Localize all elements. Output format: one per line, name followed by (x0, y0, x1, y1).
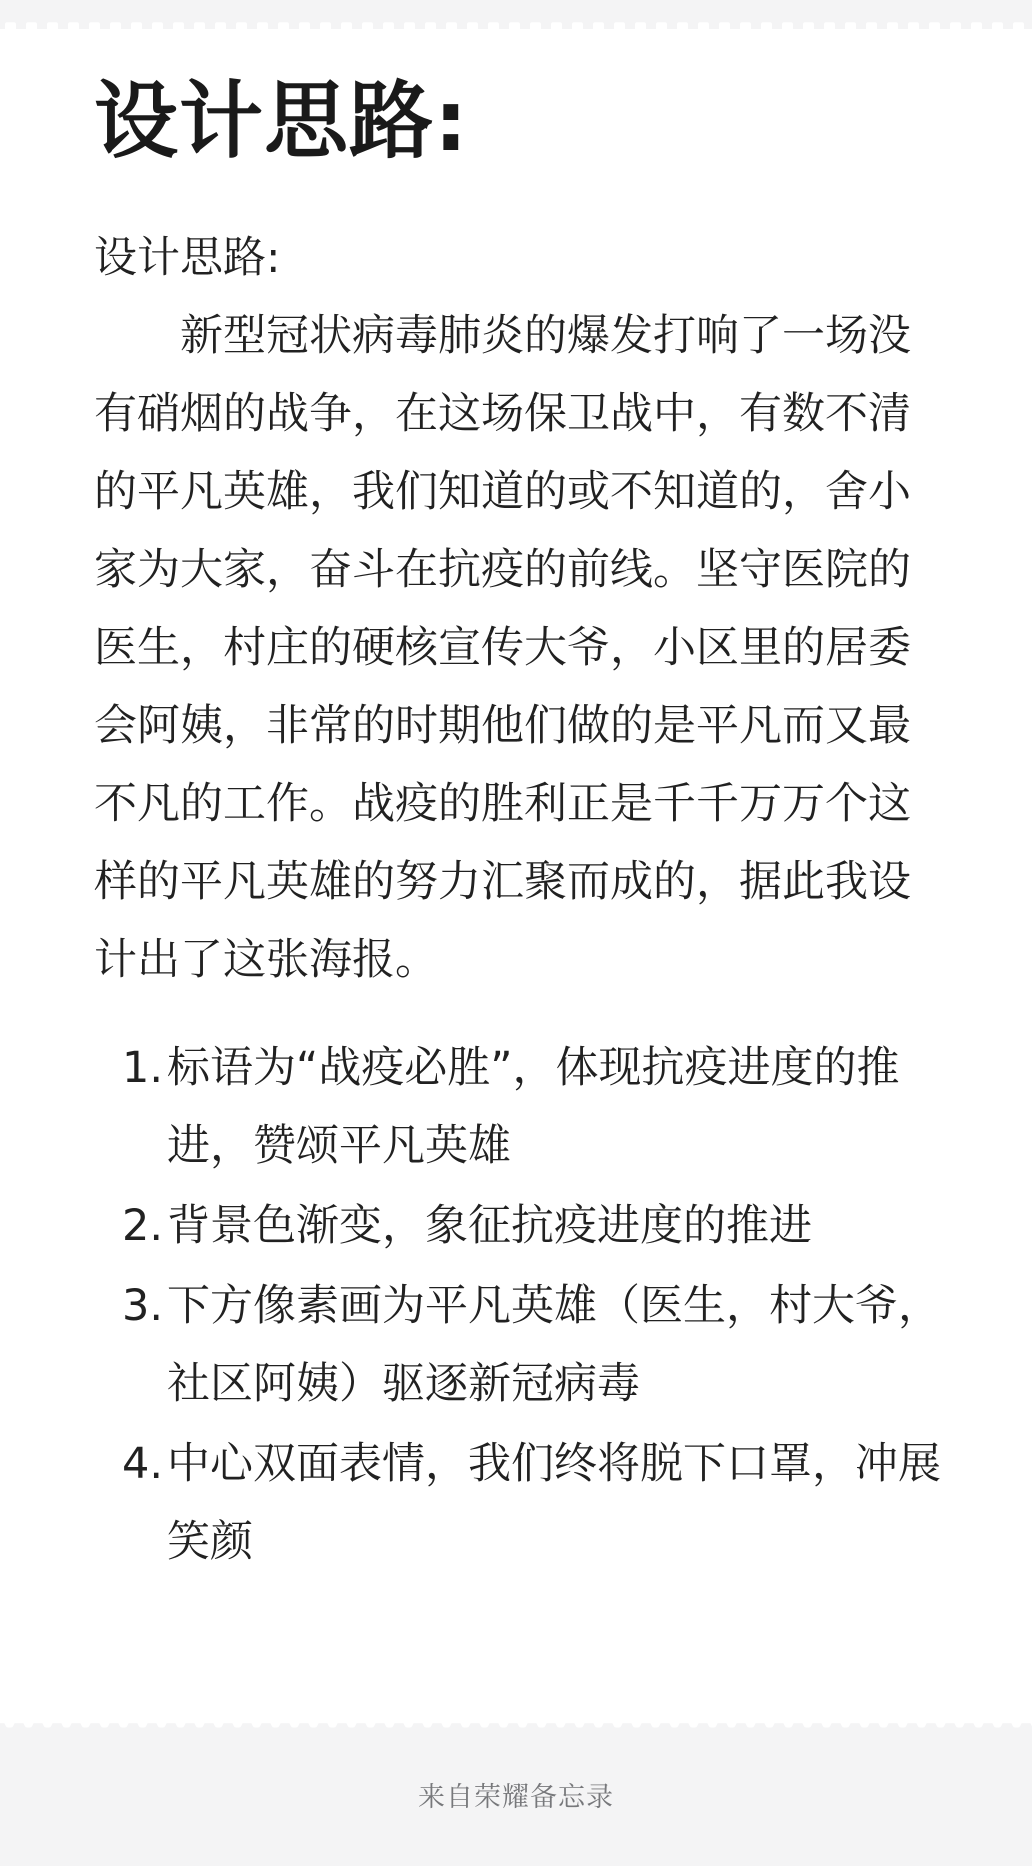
attribution-label: 来自荣耀备忘录 (418, 1782, 614, 1813)
note-intro-line: 设计思路: (94, 233, 281, 283)
list-item-text: 标语为“战疫必胜”，体现抗疫进度的推进，赞颂平凡英雄 (167, 1043, 900, 1171)
list-item-number: 4. (122, 1439, 164, 1489)
list-item-text: 下方像素画为平凡英雄（医生，村大爷，社区阿姨）驱逐新冠病毒 (167, 1281, 941, 1409)
footer (0, 1729, 1032, 1866)
list-item-number: 1. (122, 1043, 164, 1093)
design-points-list (94, 1029, 944, 1581)
list-item-text: 中心双面表情，我们终将脱下口罩，冲展笑颜 (167, 1439, 941, 1567)
list-item-number: 2. (122, 1201, 164, 1251)
list-item-number: 3. (122, 1281, 164, 1331)
list-item-text: 背景色渐变，象征抗疫进度的推进 (167, 1201, 812, 1251)
torn-edge-bottom-icon (0, 1722, 1032, 1729)
list-item-4 (94, 1425, 944, 1581)
list-item-2 (94, 1187, 944, 1265)
note-title: 设计思路: (94, 72, 469, 170)
note-paragraph: 新型冠状病毒肺炎的爆发打响了一场没有硝烟的战争，在这场保卫战中，有数不清的平凡英雄，我们知道的或不知道的，舍小家为大家，奋斗在抗疫的前线。坚守医院的医生，村庄的硬核宣传大爷，小区里的居委会阿姨，非常的时期他们做的是平凡而又最不凡的工作。战疫的胜利正是千千万万个这样的平凡英雄的努力汇聚而成的，据此我设计出了这张海报。 (94, 311, 911, 985)
list-item-3 (94, 1267, 944, 1423)
list-item-1 (94, 1029, 944, 1185)
note-sheet (0, 29, 1032, 1722)
